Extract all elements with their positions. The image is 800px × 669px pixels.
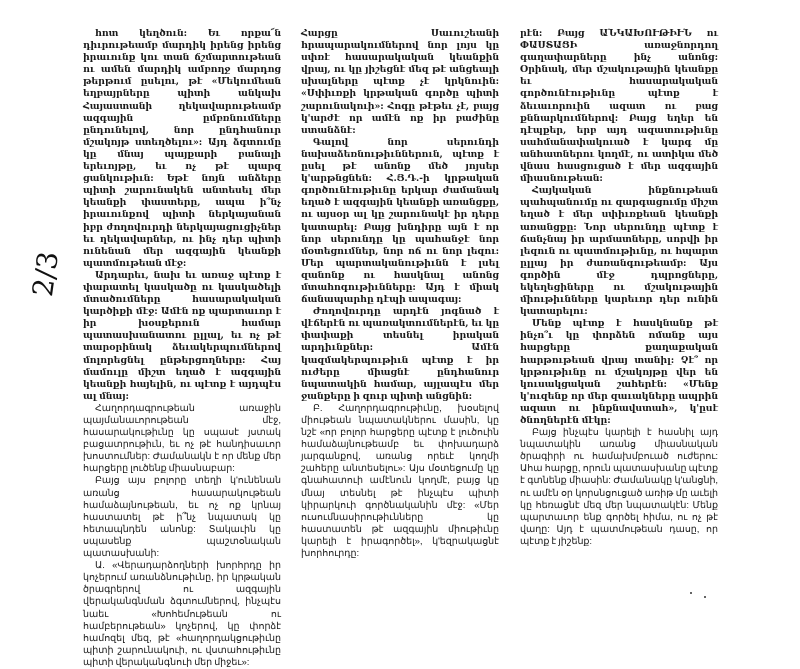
column-2-paragraph-1: Հարցը Սաւուշեանի հրապարակումներով նոր լոյս կը սփռէ հասարակական կեանքին վրայ, ու կը յիշեցնէ մեզ թէ անցեալի սխալները պէտք չէ կրկնուին: «Սփիւռքի կրթական գործը պիտի շարունակուի»: Հոգը թէթեւ չէ, բայց կ'արժէ որ ամէն ոք իր բաժինը ստանձնէ: [301, 28, 499, 136]
column-1-paragraph-3: Հաղորդագրութեան առաջին պայմանաւորութեան մէջ, հասարակութիւնը կը սպասէ յստակ բացատրութիւն, եւ ոչ թէ հանդիսաւոր խոստումներ: Ժամանակն է որ մենք մեր հարցերը լուծենք միասնաբար: [83, 402, 281, 475]
column-1-paragraph-1: հոտ կեղծուն: Եւ որքա՜ն դիւրութեամբ մարդիկ իրենց իրենց իրաւունք կու տան ճշմարտութեան ու ամեն մարդիկ ամբողջ մարդոց թերթում ըսելու, թէ «Մեկումեան եղբայրները պիտի անկախ Հայաստանի ղեկավարութեամբ ազգային ըմբռնումները ընդունելով, նոր ընդհանուր մշակոյթ ստեղծելու»: Այդ ձգտումը կը մնայ պայքարի բանալի երեւոյթը, եւ ոչ թէ պարզ ցանկութիւն: Եթէ նոյն անձերը պիտի շարունակեն անտեսել մեր կեանքի փաստերը, ապա ի՞նչ իրաւունքով պիտի ներկայանան իբր ժողովուրդի ներկայացուցիչներ եւ ղեկավարներ, ու ինչ դեր պիտի ունենան մեր ազգային կեանքի պատմութեան մէջ: [83, 28, 281, 269]
text-column-1 [83, 28, 281, 668]
column-1-paragraph-5: Ա. «Վերադարձողների խորհրդը իր կոչերում առանձնութիւնը, իր կրթական ծրագրերով ու ազգային վերականգնման ձգտումներով, ինչպէս նաեւ «Խոհեմութեան ու համբերութեան» կոչերով, կը փորձէ համոզել մեզ, թէ «հաղորդակցութիւնը պիտի շարունակուի, ու վստահութիւնը պիտի վերականգնուի մեր միջեւ»: [83, 560, 281, 668]
scan-speck [690, 592, 692, 594]
column-2-paragraph-3: Ժողովուրդը արդէն յոգնած է վէճերէն ու պառակտումներէն, եւ կը փափաքի տեսնել իրական արդիւնքներ: Ամէն կազմակերպութիւն պէտք է իր ուժերը միացնէ ընդհանուր նպատակին համար, այլապէս մեր ջանքերը ի զուր պիտի անցնին: [301, 306, 499, 402]
column-1-paragraph-2: Արդարեւ, նախ եւ առաջ պէտք է փարատել կասկածը ու կասկածելի մտածումները հասարակական կարծիքի մէջ: Ամէն ոք պարտաւոր է իր խօսքերուն համար պատասխանատու ըլլալ, եւ ոչ թէ տարօրինակ ձեւակերպումներով մոլորեցնել ընթերցողները: Հայ մամուլը միշտ եղած է ազգային կեանքի հայելին, ու պէտք է այդպէս ալ մնայ: [83, 269, 281, 402]
scan-speck [704, 596, 706, 598]
text-column-2 [301, 28, 499, 600]
column-1-paragraph-4: Բայց այս բոլորը տեղի կ'ունենան առանց հասարակութեան համաձայնութեան, եւ ոչ ոք կրնայ հաստատել թէ ի՞նչ նպատակ կը հետապնդեն անոնք: Տակաւին կը սպասենք պաշտօնական պատասխանի: [83, 475, 281, 560]
column-2-paragraph-2: Գալով նոր սերունդի նախաձեռնութիւններուն, պէտք է ըսել թէ անոնք մեծ յոյսեր կ'արթնցնեն: Հ.Յ.Դ.-ի կրթական գործունէութիւնը երկար ժամանակ եղած է ազգային կեանքի առանցքը, ու այսօր ալ կը շարունակէ իր դերը կատարել: Բայց խնդիրը այն է որ նոր սերունդը կը պահանջէ նոր մօտեցումներ, նոր ոճ ու նոր լեզու: Մեր պարտականութիւնն է լսել զանոնք ու հասկնալ անոնց մտահոգութիւնները: Այդ է միակ ճանապարհը դէպի ապագայ: [301, 136, 499, 306]
column-3-paragraph-1: րէն: Բայց ԱՆԿԱԽՈՒԹԻՒՆ ու ՓԱՍՏԱՑԻ առաջնորդող գաղափարները ինչ անոնց: Օրինակ, մեր մշակութային կեանքը եւ հասարակական գործունէութիւնը պէտք է ձեւաւորուին ազատ ու բաց քննարկումներով: Բայց եղեր են դէպքեր, երբ այդ ազատութիւնը սահմանափակուած է կարգ մը անհատներու կողմէ, ու ատիկա մեծ վնաս հասցուցած է մեր ազգային միասնութեան: [520, 28, 718, 185]
column-3-paragraph-4: Բայց ինչպէս կարելի է հասնիլ այդ նպատակին առանց միասնական ծրագիրի ու համախմբուած ուժերու: Ահա հարցը, որուն պատասխանը պէտք է գտնենք միասին: Ժամանակը կ'անցնի, ու ամէն օր կորսնցուցած առիթ մը աւելի կը հեռացնէ մեզ մեր նպատակէն: Մենք պարտաւոր ենք գործել հիմա, ու ոչ թէ վաղը: Այդ է պատմութեան դասը, որ պէտք է յիշենք: [520, 427, 718, 547]
column-2-paragraph-4: Բ. Հաղորդագրութիւնը, խօսելով միութեան նպատակներու մասին, կը նշէ «որ բոլոր հարցերը պէտք է լուծուին համաձայնութեամբ եւ փոխադարձ յարգանքով, առանց որեւէ կողմի շահերը անտեսելու»: Այս մօտեցումը կը գնահատուի ամէնուն կողմէ, բայց կը մնայ տեսնել թէ ինչպէս պիտի կիրարկուի գործնականին մէջ: «Մեր ուսումնասիրութիւնները կը հաստատեն թէ ազգային միութիւնը կարելի է իրագործել», կ'եզրակացնէ խորհուրդը: [301, 402, 499, 560]
handwritten-margin-note: 2/3 [26, 249, 65, 299]
column-3-paragraph-2: Հայկական ինքնութեան պահպանումը ու զարգացումը միշտ եղած է մեր սփիւռքեան կեանքի առանցքը: Նոր սերունդը պէտք է ճանչնայ իր արմատները, սորվի իր լեզուն ու պատմութիւնը, ու հպարտ ըլլայ իր ժառանգութեամբ: Այս գործին մէջ դպրոցները, եկեղեցիները ու մշակութային միութիւնները կարեւոր դեր ունին կատարելու: [520, 185, 718, 318]
column-3-paragraph-3: Մենք պէտք է հասկնանք թէ ինչո՞ւ կը փորձեն ոմանք այս հարցերը քաղաքական հարթութեան վրայ տանիլ: Չէ՞ որ կրթութիւնը ու մշակոյթը վեր են կուսակցական շահերէն: «Մենք կ'ուզենք որ մեր զաւակները ապրին ազատ ու ինքնավստահ», կ'ըսէ ծնողներէն մէկը: [520, 318, 718, 426]
text-column-3 [520, 28, 718, 600]
